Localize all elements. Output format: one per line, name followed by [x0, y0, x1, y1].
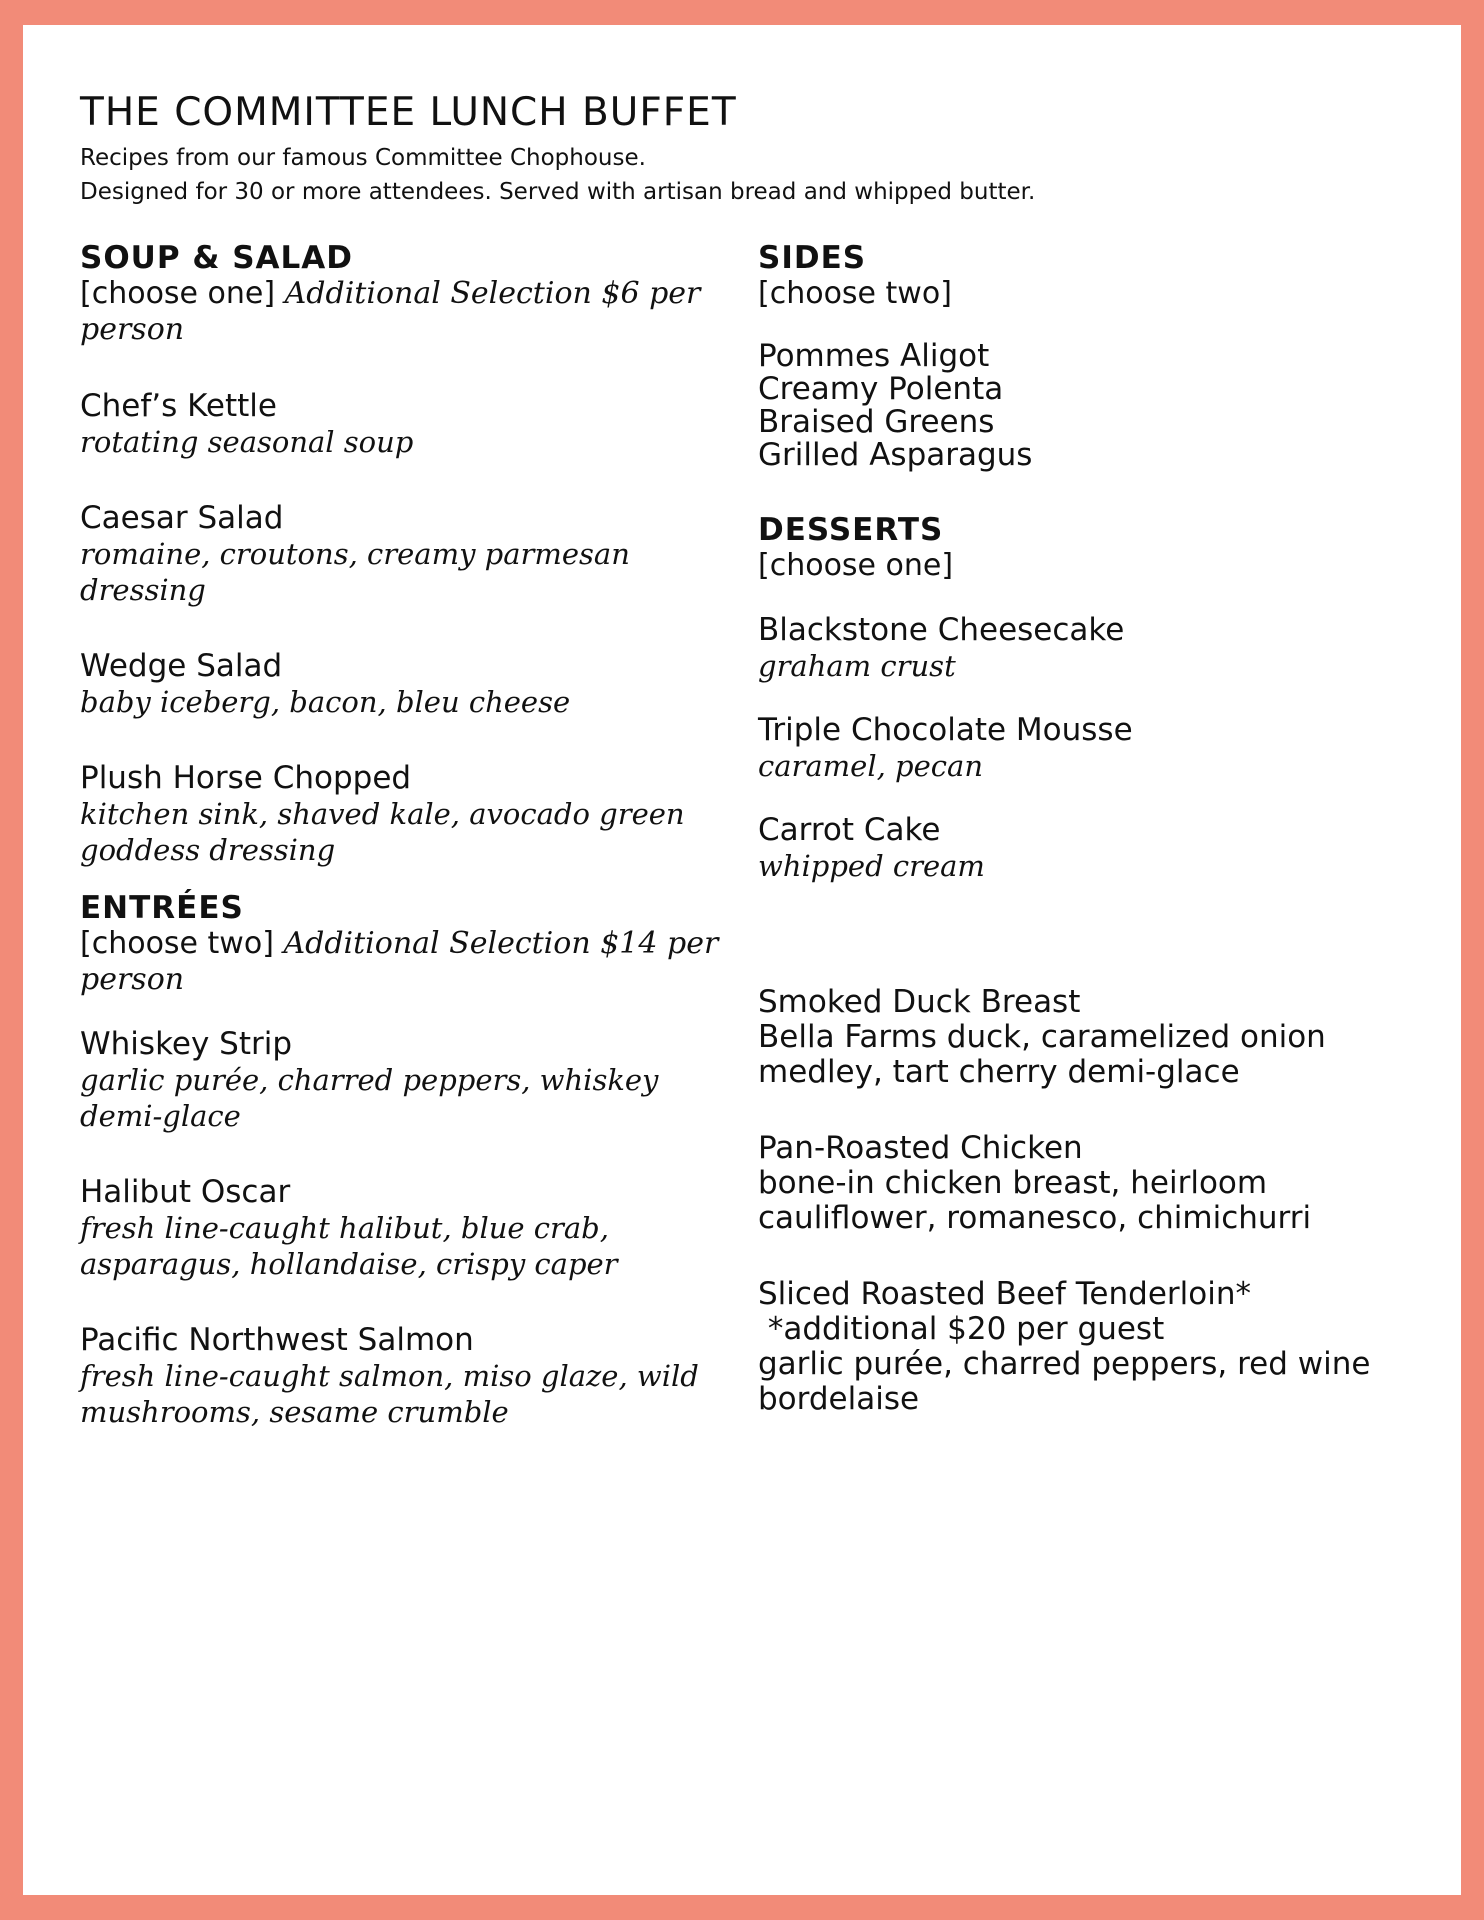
desserts-section — [758, 512, 1418, 884]
sides-heading: SIDES — [758, 240, 867, 276]
left-column — [80, 240, 745, 1430]
menu-item — [80, 1026, 745, 1134]
menu-item — [758, 984, 1418, 1090]
item-description: bone-in chicken breast, heirloom cauliflower, romanesco, chimichurri — [758, 1165, 1312, 1236]
menu-item — [758, 1276, 1418, 1417]
menu-item — [758, 712, 1418, 784]
list-item: Pommes Aligot — [758, 338, 990, 374]
item-name: Halibut Oscar — [80, 1174, 291, 1210]
menu-item — [80, 388, 745, 460]
item-description: rotating seasonal soup — [80, 425, 414, 459]
soup-salad-choose — [80, 276, 745, 348]
entrees-choose-text: [choose two] — [80, 926, 274, 961]
list-item: Creamy Polenta — [758, 371, 1004, 407]
entrees-heading: ENTRÉES — [80, 890, 244, 926]
entrees-choose — [80, 926, 745, 998]
sides-choose: [choose two] — [758, 276, 952, 311]
item-description: graham crust — [758, 649, 956, 683]
item-description: garlic purée, charred peppers, whiskey demi-glace — [80, 1063, 659, 1133]
item-name: Caesar Salad — [80, 500, 284, 536]
item-description: Bella Farms duck, caramelized onion medley, tart cherry demi-glace — [758, 1019, 1326, 1090]
item-name: Pacific Northwest Salmon — [80, 1322, 474, 1358]
menu-item — [80, 500, 745, 608]
soup-salad-additional: Additional Selection $6 per person — [80, 276, 701, 347]
menu-item — [80, 1174, 745, 1282]
item-description: romaine, croutons, creamy parmesan dressing — [80, 537, 630, 607]
menu-title: THE COMMITTEE LUNCH BUFFET — [80, 90, 737, 135]
menu-item — [80, 760, 745, 868]
menu-item — [758, 812, 1418, 884]
sides-section — [758, 240, 1418, 472]
subtitle-line-1: Recipes from our famous Committee Chophouse. — [80, 145, 646, 171]
item-name: Plush Horse Chopped — [80, 760, 412, 796]
item-name: Pan-Roasted Chicken — [758, 1130, 1083, 1166]
item-description: whipped cream — [758, 849, 985, 883]
item-description: garlic purée, charred peppers, red wine bordelaise — [758, 1346, 1371, 1417]
soup-salad-section — [80, 240, 745, 868]
item-description: fresh line-caught salmon, miso glaze, wild mushrooms, sesame crumble — [80, 1359, 699, 1429]
column-spacer — [758, 884, 1418, 984]
entrees-additional: Additional Selection $14 per person — [80, 926, 719, 997]
list-item: Grilled Asparagus — [758, 437, 1033, 473]
subtitle-line-2: Designed for 30 or more attendees. Served with artisan bread and whipped butter. — [80, 179, 1036, 205]
item-name: Sliced Roasted Beef Tenderloin* — [758, 1276, 1251, 1312]
item-name: Blackstone Cheesecake — [758, 612, 1125, 648]
item-description: caramel, pecan — [758, 749, 983, 783]
menu-subtitle — [80, 141, 1035, 209]
menu-item — [758, 1130, 1418, 1236]
list-item: Braised Greens — [758, 404, 995, 440]
item-description: fresh line-caught halibut, blue crab, asparagus, hollandaise, crispy caper — [80, 1211, 618, 1281]
soup-salad-heading: SOUP & SALAD — [80, 240, 353, 276]
item-description: kitchen sink, shaved kale, avocado green goddess dressing — [80, 797, 685, 867]
desserts-heading: DESSERTS — [758, 512, 944, 548]
desserts-choose: [choose one] — [758, 548, 954, 583]
menu-item — [80, 648, 745, 720]
right-column — [758, 240, 1418, 1417]
item-name: Whiskey Strip — [80, 1026, 293, 1062]
entrees-section — [80, 890, 745, 1430]
entrees-continued — [758, 984, 1418, 1417]
menu-item — [758, 612, 1418, 684]
menu-item — [80, 1322, 745, 1430]
soup-salad-choose-text: [choose one] — [80, 276, 276, 311]
sides-list — [758, 340, 1418, 472]
item-name: Carrot Cake — [758, 812, 941, 848]
item-name: Triple Chocolate Mousse — [758, 712, 1133, 748]
item-description: baby iceberg, bacon, bleu cheese — [80, 685, 571, 719]
item-name: Chef’s Kettle — [80, 388, 277, 424]
item-note: *additional $20 per guest — [758, 1311, 1165, 1347]
item-name: Smoked Duck Breast — [758, 984, 1081, 1020]
item-name: Wedge Salad — [80, 648, 283, 684]
